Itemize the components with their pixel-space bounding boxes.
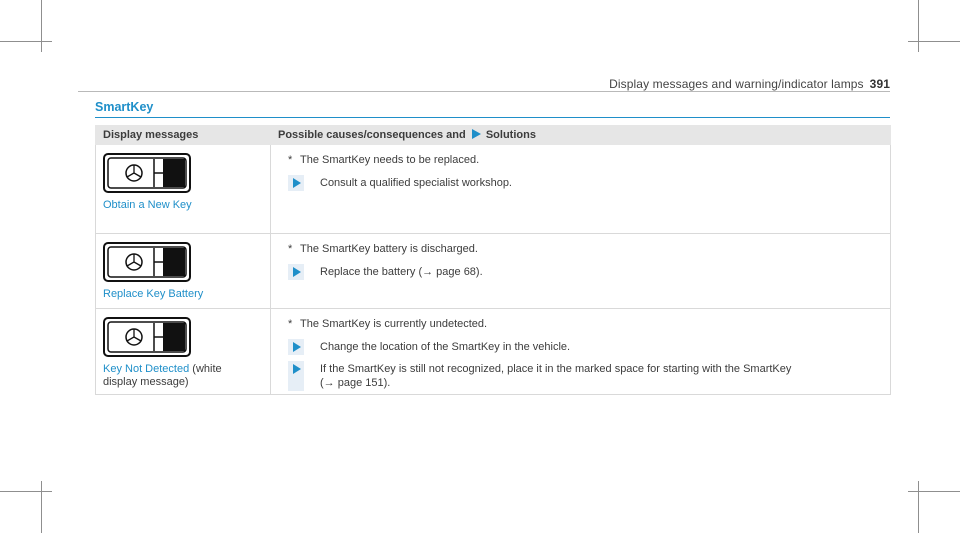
play-triangle-icon (288, 264, 304, 280)
header-causes-text: Possible causes/consequences and (278, 129, 466, 141)
display-label: Key Not Detected (white display message) (103, 363, 222, 388)
crop-mark (41, 0, 42, 52)
display-messages-table (95, 125, 891, 395)
display-message-link[interactable]: Obtain a New Key (103, 199, 192, 211)
crop-mark (0, 41, 52, 42)
crop-mark (908, 491, 960, 492)
smartkey-display-icon (103, 317, 191, 357)
solution-cell (271, 234, 891, 309)
crop-mark (908, 41, 960, 42)
table-row (96, 234, 891, 309)
play-triangle-icon (288, 175, 304, 191)
crop-mark (0, 491, 52, 492)
display-label (103, 288, 270, 301)
cause: * The SmartKey battery is discharged. (288, 243, 478, 255)
solution-step: Consult a qualified specialist workshop. (288, 176, 890, 190)
display-message-link[interactable]: Replace Key Battery (103, 288, 204, 300)
play-triangle-icon (288, 339, 304, 355)
solution-cell (271, 309, 891, 395)
solution-step: Replace the battery (→ page 68). (288, 265, 890, 279)
header-causes-solutions (271, 126, 891, 145)
table-row (96, 309, 891, 395)
crop-mark (918, 0, 919, 52)
page-reference[interactable]: (→ page 151). (320, 377, 391, 389)
solution-step: If the SmartKey is still not recognized, place it in the marked space for starting with the SmartKey (→ page 151). (288, 362, 890, 390)
display-message-link[interactable]: Key Not Detected (103, 363, 190, 375)
section-rule (95, 117, 890, 118)
cause: * The SmartKey needs to be replaced. (288, 154, 480, 166)
display-cell (96, 145, 271, 234)
crop-mark (918, 481, 919, 533)
page-number: 391 (869, 77, 890, 91)
section-title: SmartKey (95, 100, 154, 114)
display-cell (96, 234, 271, 309)
smartkey-display-icon (103, 153, 191, 193)
play-triangle-icon (288, 361, 304, 391)
running-header (609, 77, 890, 91)
table-header-row (96, 126, 891, 145)
header-solutions-text: Solutions (485, 129, 536, 141)
table-row (96, 145, 891, 234)
play-triangle-icon (471, 129, 481, 139)
cause: * The SmartKey is currently undetected. (288, 318, 488, 330)
smartkey-display-icon (103, 242, 191, 282)
running-header-text: Display messages and warning/indicator lamps (609, 77, 864, 91)
header-display-messages: Display messages (96, 126, 271, 145)
solution-step: Change the location of the SmartKey in the vehicle. (288, 340, 890, 354)
crop-mark (41, 481, 42, 533)
display-cell (96, 309, 271, 395)
header-rule (78, 91, 890, 92)
solution-cell (271, 145, 891, 234)
display-label (103, 199, 270, 212)
